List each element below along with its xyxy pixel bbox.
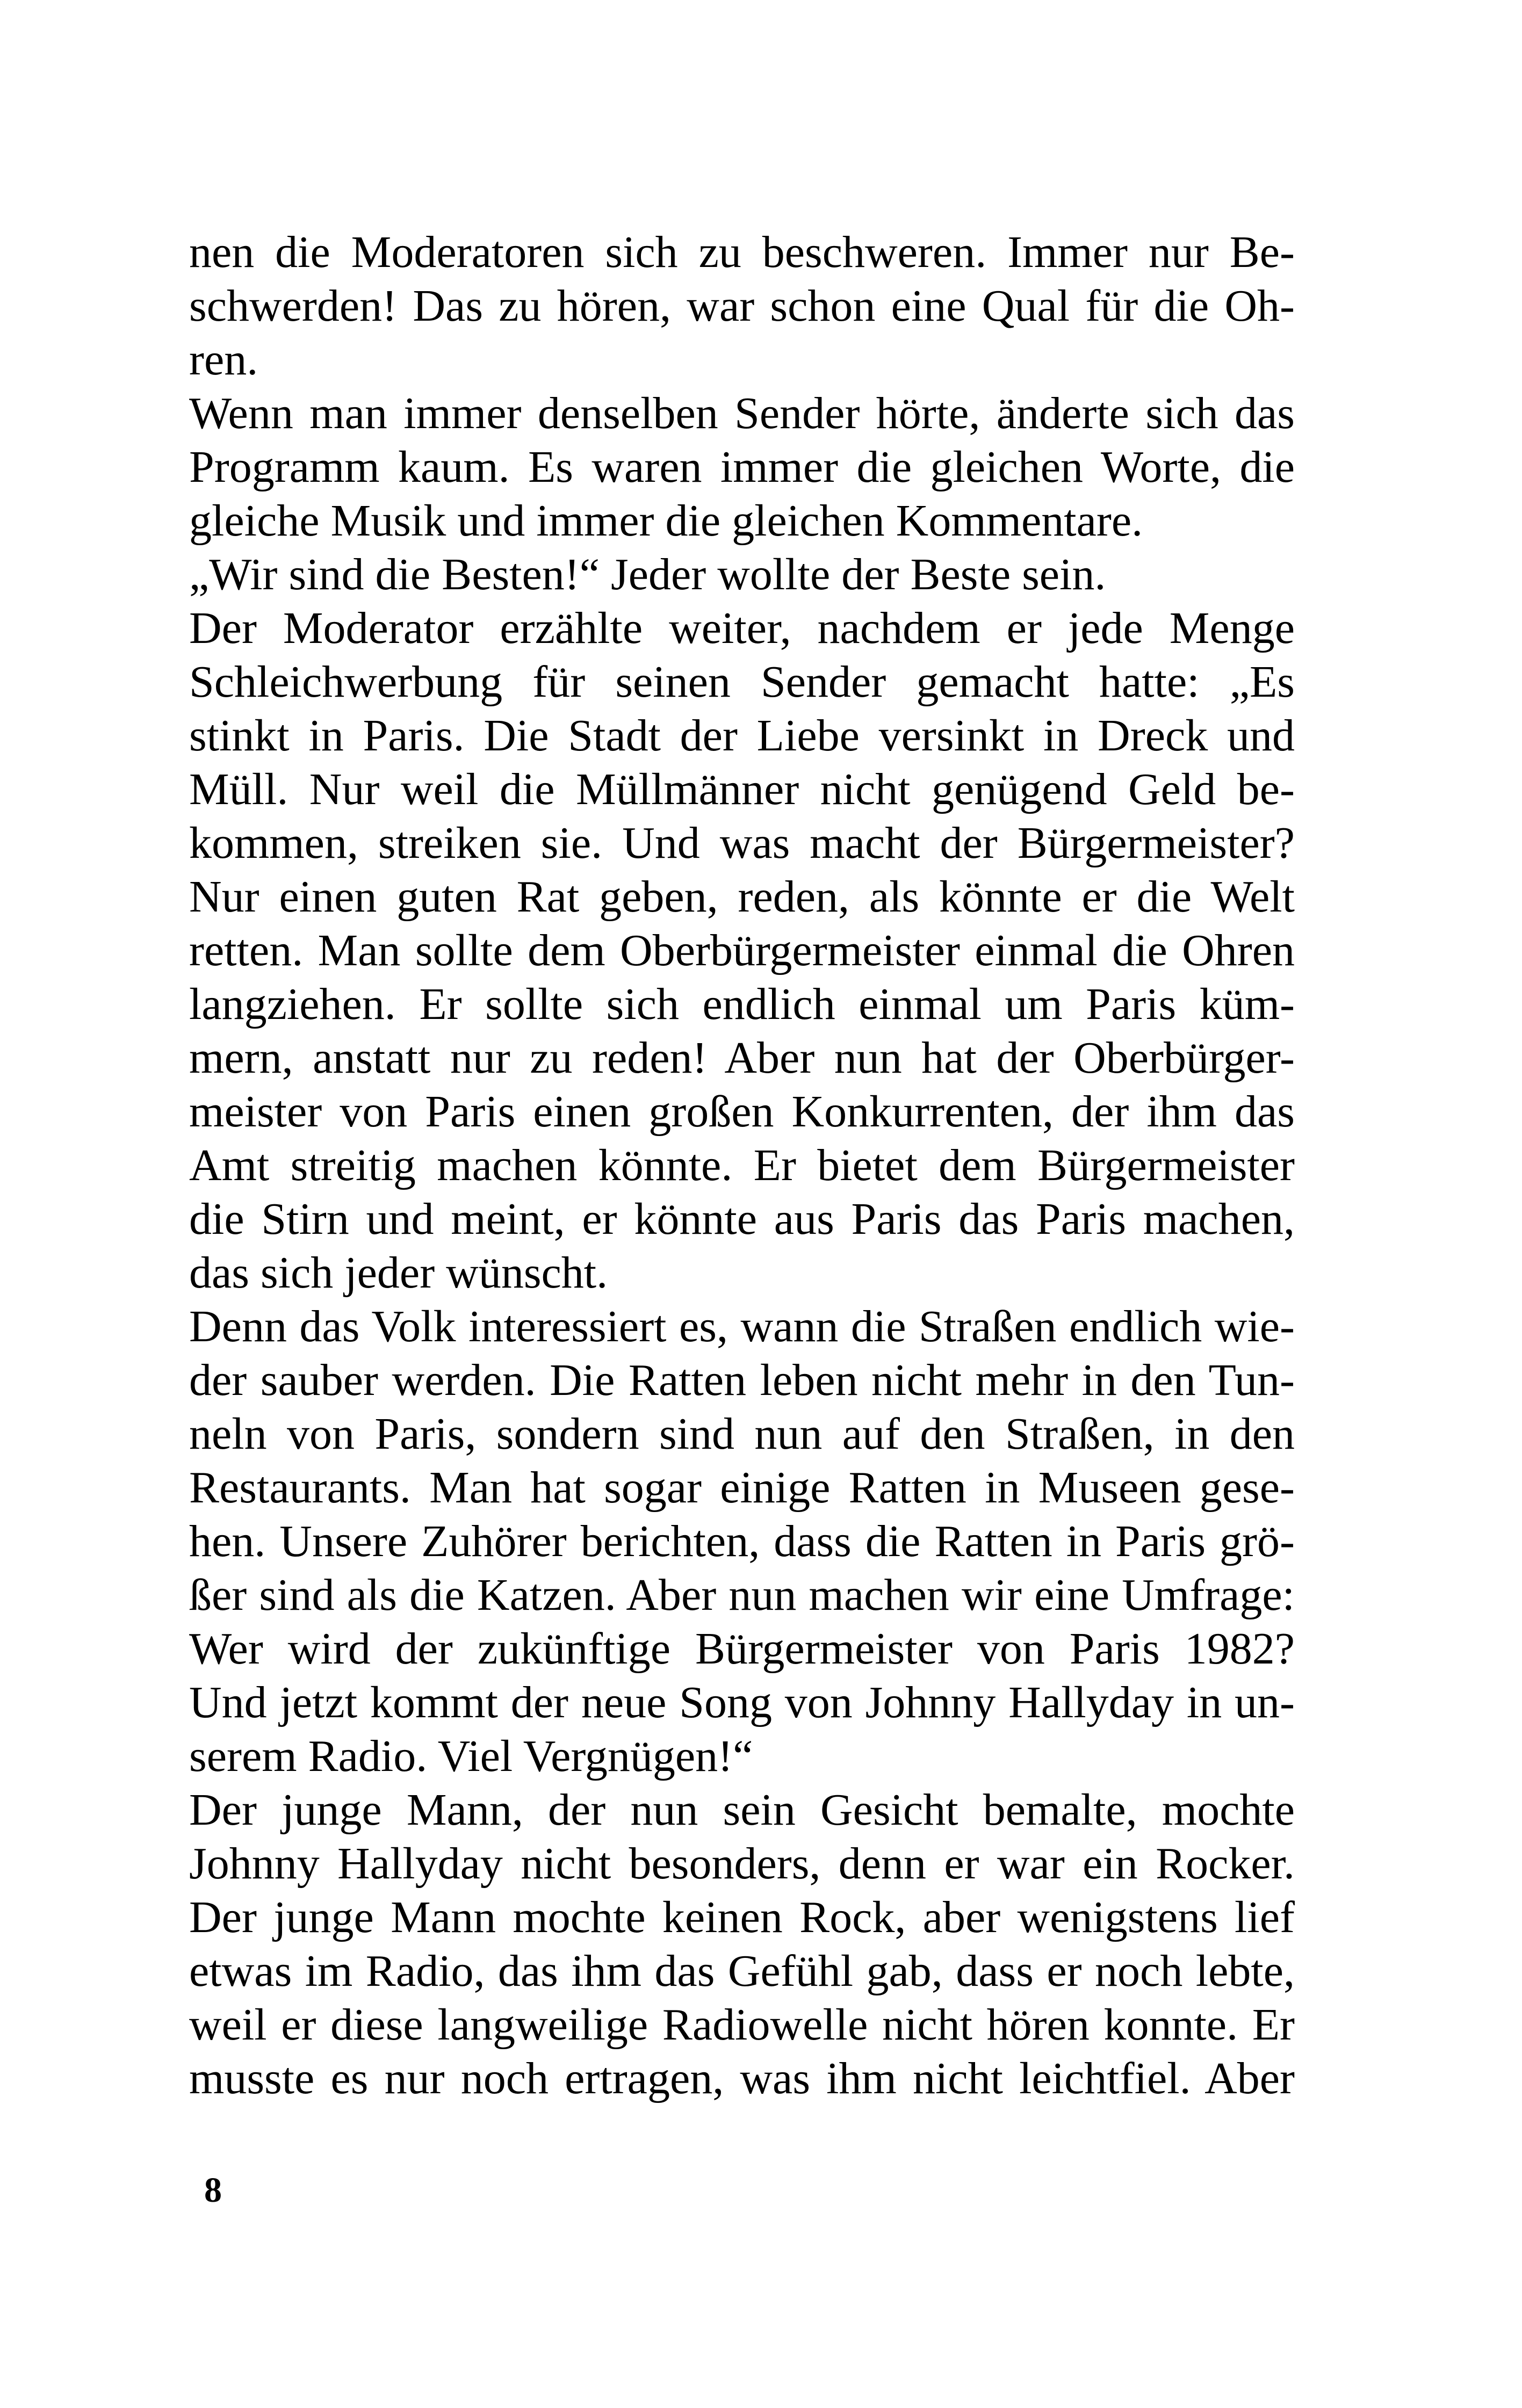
text-line: Der junge Mann mochte keinen Rock, aber wenigstens lief <box>189 1892 1295 1942</box>
text-line: das sich jeder wünscht. <box>189 1248 608 1298</box>
text-line: Wenn man immer denselben Sender hörte, änderte sich das <box>189 388 1295 438</box>
text-line: neln von Paris, sondern sind nun auf den Straßen, in den <box>189 1409 1295 1459</box>
text-line: nen die Moderatoren sich zu beschweren. Immer nur Be- <box>189 227 1295 277</box>
text-line: Nur einen guten Rat geben, reden, als könnte er die Welt <box>189 872 1295 922</box>
page-number: 8 <box>204 2171 222 2210</box>
text-line: ßer sind als die Katzen. Aber nun machen wir eine Umfrage: <box>189 1570 1295 1620</box>
text-line: stinkt in Paris. Die Stadt der Liebe versinkt in Dreck und <box>189 711 1295 761</box>
text-line: weil er diese langweilige Radiowelle nicht hören konnte. Er <box>189 2000 1295 2050</box>
text-line: die Stirn und meint, er könnte aus Paris das Paris machen, <box>189 1194 1295 1244</box>
text-line: Schleichwerbung für seinen Sender gemacht hatte: „Es <box>189 657 1295 707</box>
text-line: Der junge Mann, der nun sein Gesicht bemalte, mochte <box>189 1785 1295 1835</box>
text-line: etwas im Radio, das ihm das Gefühl gab, dass er noch lebte, <box>189 1946 1295 1996</box>
text-line: meister von Paris einen großen Konkurrenten, der ihm das <box>189 1087 1295 1137</box>
text-line: Restaurants. Man hat sogar einige Ratten in Museen gese- <box>189 1463 1295 1513</box>
text-line: ren. <box>189 335 258 385</box>
text-line: hen. Unsere Zuhörer berichten, dass die Ratten in Paris grö- <box>189 1516 1295 1566</box>
text-line: Wer wird der zukünftige Bürgermeister von Paris 1982? <box>189 1624 1295 1674</box>
text-line: mern, anstatt nur zu reden! Aber nun hat der Oberbürger- <box>189 1033 1295 1083</box>
text-line: Der Moderator erzählte weiter, nachdem er jede Menge <box>189 603 1295 653</box>
text-line: Johnny Hallyday nicht besonders, denn er war ein Rocker. <box>189 1839 1295 1889</box>
text-line: Programm kaum. Es waren immer die gleichen Worte, die <box>189 442 1295 492</box>
text-line: Und jetzt kommt der neue Song von Johnny Hallyday in un- <box>189 1677 1295 1727</box>
text-line: der sauber werden. Die Ratten leben nicht mehr in den Tun- <box>189 1355 1295 1405</box>
text-line: musste es nur noch ertragen, was ihm nicht leichtfiel. Aber <box>189 2053 1295 2103</box>
text-line: retten. Man sollte dem Oberbürgermeister einmal die Ohren <box>189 925 1295 975</box>
text-line: Denn das Volk interessiert es, wann die Straßen endlich wie- <box>189 1301 1295 1351</box>
text-line: gleiche Musik und immer die gleichen Kommentare. <box>189 496 1143 546</box>
text-line: langziehen. Er sollte sich endlich einmal um Paris küm- <box>189 979 1295 1029</box>
text-line: Müll. Nur weil die Müllmänner nicht genügend Geld be- <box>189 764 1295 814</box>
body-text <box>189 226 1295 2106</box>
text-line: schwerden! Das zu hören, war schon eine Qual für die Oh- <box>189 281 1295 331</box>
text-line: „Wir sind die Besten!“ Jeder wollte der Beste sein. <box>189 549 1106 599</box>
text-line: serem Radio. Viel Vergnügen!“ <box>189 1731 753 1781</box>
text-line: Amt streitig machen könnte. Er bietet dem Bürgermeister <box>189 1140 1295 1190</box>
text-line: kommen, streiken sie. Und was macht der Bürgermeister? <box>189 818 1295 868</box>
